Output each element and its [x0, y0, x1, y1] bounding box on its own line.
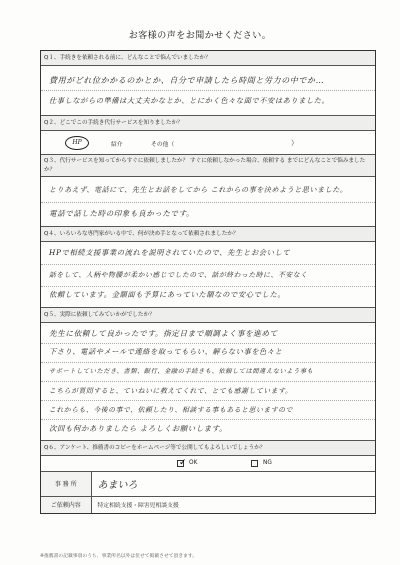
- q1-question: Q１、手続きを依頼される前に、どんなことで悩んでいましたか？: [41, 51, 375, 66]
- q3-question: Q３、代行サービスを知ってからすぐに依頼しましたか？ すぐに依頼しなかった場合、依頼する までにどんなことで悩みましたか？: [41, 155, 375, 177]
- q6-ok-checkbox[interactable]: [177, 458, 187, 468]
- q2-option-referral: 紹介: [111, 142, 123, 148]
- q5-answer-line-5: これからも、今後の事で、依頼したり、相談する事もあると思いますので: [49, 406, 293, 414]
- content-value-cell: [91, 496, 375, 513]
- q4-answer-line-1: HPで相続支援事業の流れを説明されていたので、先生とお会いして: [49, 248, 291, 257]
- q2-option-hp-circled: HP: [65, 136, 89, 150]
- q2-options: [41, 131, 375, 155]
- content-label: ご依頼内容: [41, 496, 91, 513]
- q2-option-other-close: ）: [291, 139, 298, 147]
- q5-question: Q５、実際に依頼してみていかがでしたか？: [41, 308, 375, 323]
- q3-answer: [41, 177, 375, 227]
- q6-ok-checkmark: ✓: [179, 458, 187, 468]
- office-value-cell: [91, 472, 375, 496]
- q2-question: Q２、どこでこの手続き代行サービスを知りましたか？: [41, 116, 375, 131]
- page-title: お客様の声をお聞かせください。: [128, 31, 272, 41]
- q6-ok-label: OK: [189, 460, 198, 466]
- footnote: ※推薦書の記載事項のうち、事業所名以外は伏せて掲載させて頂きます。: [40, 554, 198, 559]
- q6-options: [41, 456, 375, 472]
- q5-answer-line-1: 先生に依頼して良かったです。指定日まで順調よく事を進めて: [49, 329, 278, 338]
- q2-option-other: その他（: [151, 142, 175, 148]
- office-info-table: [41, 472, 375, 513]
- q1-answer: [41, 66, 375, 116]
- q3-answer-line-2: 電話で話した時の印象も良かったです。: [49, 209, 195, 218]
- office-label: 事 務 所: [41, 472, 91, 496]
- q4-answer: [41, 242, 375, 308]
- q5-answer-line-6: 次回も何かありましたら よろしくお願いします。: [49, 424, 228, 433]
- q6-ng-checkbox[interactable]: [251, 460, 258, 467]
- survey-form: [40, 50, 376, 514]
- q1-answer-line-2: 仕事しながらの準備は大丈夫かなとか、とにかく色々な面で不安はありました。: [49, 96, 330, 105]
- q5-answer-line-2: 下さり、電話やメールで連絡を取ってもらい、解らない事を色々と: [49, 347, 283, 356]
- q6-ng-label: NG: [263, 460, 272, 466]
- q5-answer-line-4: こちらが質問すると、ていねいに教えてくれて、とても感謝しています。: [49, 387, 293, 395]
- q5-answer: [41, 323, 375, 441]
- q4-answer-line-3: 依頼しています。金額面も予算にあっていた額なので安心でした。: [49, 290, 286, 299]
- content-value: 特定相続支援・障害児相談支援: [97, 503, 179, 510]
- office-value: あまいろ: [97, 480, 138, 492]
- q4-answer-line-2: 話をして、人柄や物腰が柔かい感じでしたので、話が終わった時に、不安なく: [49, 271, 308, 279]
- q5-answer-line-3: サポートしていただき、書類、銀行、金融の手続きも、依頼しては間違えないよう事も: [49, 368, 314, 375]
- q1-answer-line-1: 費用がどれ位かかるのかとか、自分で申請したら時間と労力の中でか…: [49, 76, 325, 85]
- q4-question: Q４、いろいろな専門家がいる中で、何が決め手となって依頼されましたか？: [41, 227, 375, 242]
- q6-question: Q６、アンケート、推薦書のコピーをホームページ等で公開してもよろしいでしょうか？: [41, 441, 375, 456]
- q3-answer-line-1: とりあえず、電話にて、先生とお話をしてから これからの事を決めようと思いました。: [49, 186, 348, 194]
